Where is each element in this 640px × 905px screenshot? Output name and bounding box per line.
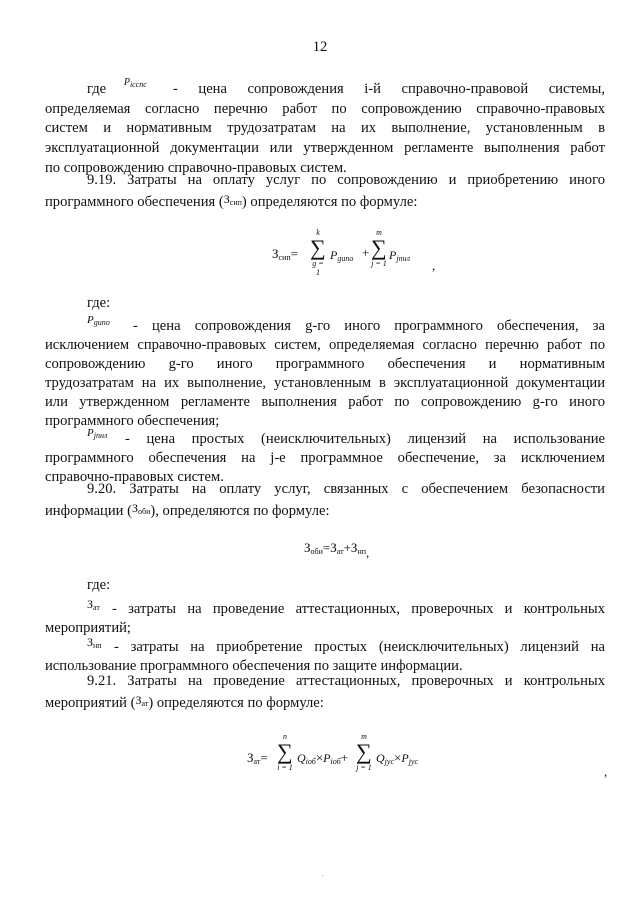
p1-line1-rest: - цена сопровождения i-й справочно-правовой системы, [173,81,605,97]
s919-line1: 9.19. Затраты на оплату услуг по сопровождению и приобретению иного [87,172,605,188]
s919-d1-line5: или утвержденном регламенте выполнения работ по сопровождению g-го иного [45,394,605,410]
symbol-z-sip: Зсип [223,192,242,207]
scan-speck [322,875,323,876]
s919-d2-line2: программного обеспечения на j-е программное обеспечение, за исключением [45,450,605,466]
s919-d1-line6: программного обеспечения; [45,413,220,429]
symbol-z-at-inline: Зат [135,693,149,708]
symbol-z-np: $З_{нп}$ [87,635,102,650]
p1-line5: по сопровождению справочно-правовых систем. [45,160,347,176]
where-label: где [87,81,107,97]
s920-line2: информации ($^{З_{оби}}$), определяются по формуле: [45,501,330,519]
formula-z-at: $З_{ат}=$ n ∑ i = 1 $Q_{iоб}\times P_{iоб}+$ m ∑ j = 1 $Q_{jус}\times P_{jус}$ , [247,732,608,779]
p1-line3: систем и нормативным трудозатратам на их выполнение, установленным в [45,120,605,136]
sigma-symbol: ∑ [310,235,326,260]
s920-d1-line2: мероприятий; [45,620,131,636]
sigma-symbol: ∑ [356,739,372,764]
s921-line1: 9.21. Затраты на проведение аттестационных, проверочных и контрольных [87,673,605,689]
sigma-symbol: ∑ [371,235,387,260]
s919-d2-line3: справочно-правовых систем. [45,469,224,485]
s919-d1-line4: трудозатратам на их выполнение, установленным в эксплуатационной документации [45,375,605,391]
s919-d2-line1: - цена простых (неисключительных) лицензий на использование [125,431,605,447]
s919-d1-line2: исключением справочно-правовых систем, определяемая согласно перечню работ по [45,337,605,353]
formula-z-obi: $З_{оби}=З_{ат}+З_{нп}$, [304,540,370,560]
s921-line2: мероприятий ($^{З_{ат}}$) определяются по формуле: [45,693,324,711]
s919-d1-line3: сопровождению g-го иного программного обеспечения и нормативным [45,356,605,372]
s919-where: где: [87,295,111,311]
sigma-symbol: ∑ [277,739,293,764]
s920-d2-line2: использование программного обеспечения по защите информации. [45,658,463,674]
s920-d2-line1: - затраты на приобретение простых (неисключительных) лицензий на [114,639,605,655]
symbol-p-jpnl: $P_{jпнл}$ [87,427,108,440]
p1-line2: определяемая согласно перечню работ по сопровождению справочно-правовых [45,101,605,117]
symbol-z-at: $З_{ат}$ [87,597,100,612]
s920-line1: 9.20. Затраты на оплату услуг, связанных с обеспечением безопасности [87,481,605,497]
s919-line2: программного обеспечения ($^{З_{сип}}$) определяются по формуле: [45,192,418,210]
symbol-z-obi: Зоби [132,501,151,516]
page-number: 12 [312,39,328,55]
s920-d1-line1: - затраты на проведение аттестационных, проверочных и контрольных [112,601,605,617]
s920-where: где: [87,577,111,593]
formula-z-sip: $З_{сип}=$ k ∑ g = 1 $P_{gипо}$ + m ∑ j = 1 $P_{jпнл}$ , [272,228,436,277]
symbol-p-gipo: $P_{gипо}$ [87,314,110,327]
symbol-p-iccnc: $P_{iccnc}$ [123,77,147,89]
p1-line4: эксплуатационной документации или утвержденном регламенте выполнения работ [45,140,605,156]
s919-d1-line1: - цена сопровождения g-го иного программного обеспечения, за [133,318,605,334]
